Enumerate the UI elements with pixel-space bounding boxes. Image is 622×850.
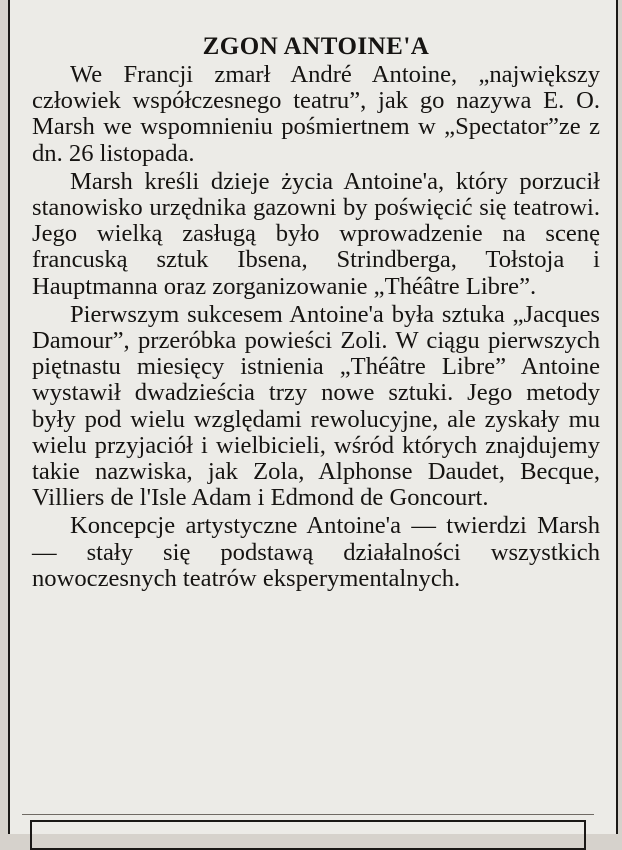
paragraph-2: Marsh kreśli dzieje życia Antoine'a, który porzucił stanowisko urzędnika gazowni by poświęcić się teatrowi. Jego wielką zasługą było wprowadzenie na scenę francuską sztuk Ibsena, Strindberga, Tołstoja i Hauptmanna oraz zorganizowanie „Théâtre Libre”. — [32, 167, 600, 300]
divider-rule — [22, 814, 594, 815]
headline: ZGON ANTOINE'A — [202, 33, 430, 60]
paragraph-4: Koncepcje artystyczne Antoine'a — twierdzi Marsh — stały się podstawą działalności wszystkich nowoczesnych teatrów eksperymentalnych. — [32, 512, 600, 592]
next-article-box — [30, 820, 586, 850]
paragraph-1: We Francji zmarł André Antoine, „największy człowiek współczesnego teatru”, jak go nazywa E. O. Marsh we wspomnieniu pośmiertnem w „Spectator”ze z dn. 26 listopada. — [32, 61, 600, 167]
newspaper-clipping — [8, 0, 618, 834]
paragraph-3: Pierwszym sukcesem Antoine'a była sztuka „Jacques Damour”, przeróbka powieści Zoli. W ciągu pierwszych piętnastu miesięcy istnienia „Théâtre Libre” Antoine wystawił dwadzieścia trzy nowe sztuki. Jego metody były pod wielu względami rewolucyjne, ale zyskały mu wielu przyjaciół i wielbicieli, wśród których znajdujemy takie nazwiska, jak Zola, Alphonse Daudet, Becque, Villiers de l'Isle Adam i Edmond de Goncourt. — [32, 300, 600, 512]
article — [32, 32, 600, 592]
